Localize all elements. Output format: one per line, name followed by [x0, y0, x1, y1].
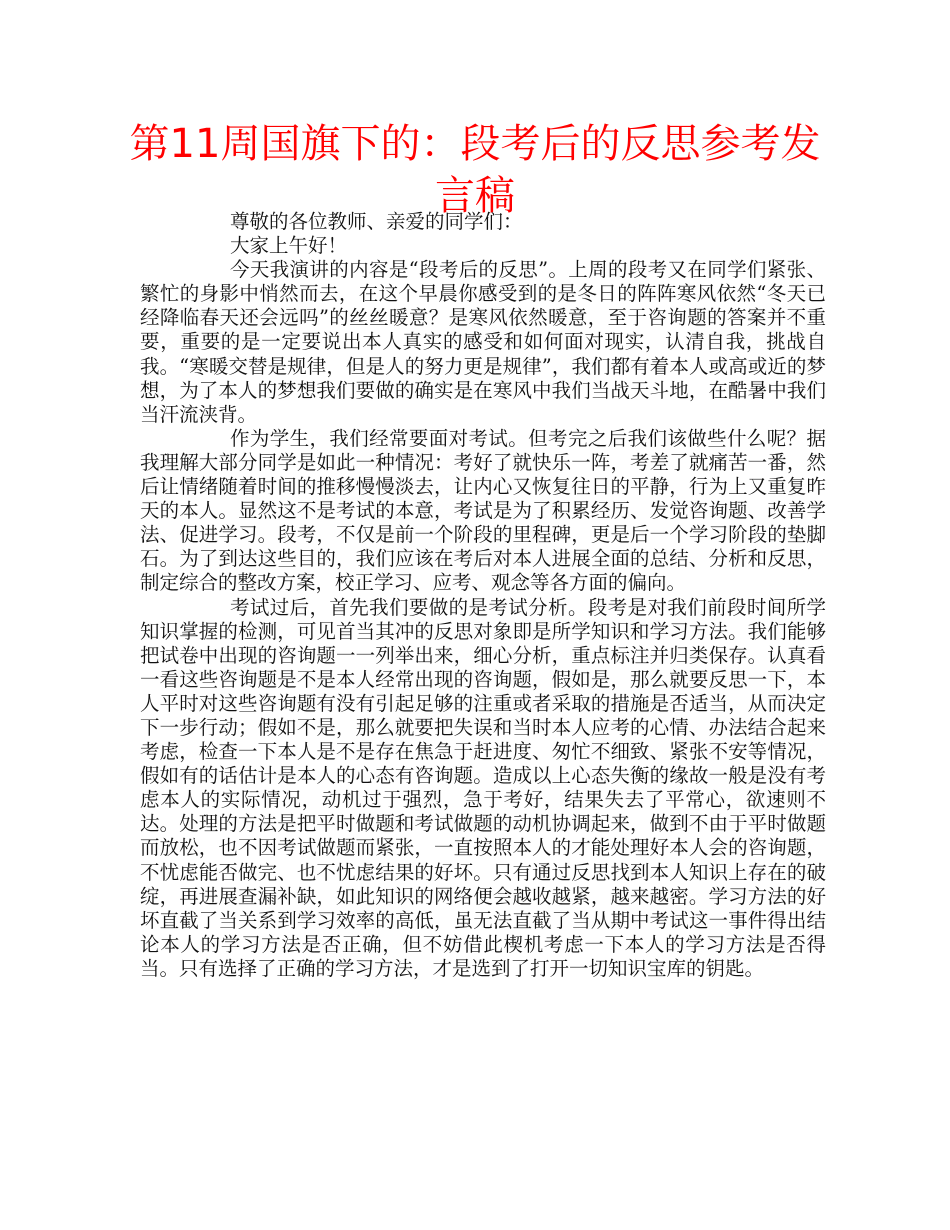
salutation: 尊敬的各位教师、亲爱的同学们：: [230, 210, 523, 233]
document-body: [140, 210, 826, 981]
greeting: 大家上午好！: [230, 234, 348, 258]
paragraph: 作为学生，我们经常要面对考试。但考完之后我们该做些什么呢？据我理解大部分同学是如此一种情况：考好了就快乐一阵，考差了就痛苦一番，然后让情绪随着时间的推移慢慢淡去，让内心又恢复往日的平静，行为上又重复昨天的本人。显然这不是考试的本意，考试是为了积累经历、发觉咨询题、改善学法、促进学习。段考，不仅是前一个阶段的里程碑，更是后一个学习阶段的垫脚石。为了到达这些目的，我们应该在考后对本人进展全面的总结、分析和反思，制定综合的整改方案，校正学习、应考、观念等各方面的偏向。: [140, 426, 826, 595]
paragraph: 今天我演讲的内容是“段考后的反思”。上周的段考又在同学们紧张、繁忙的身影中悄然而去，在这个早晨你感受到的是冬日的阵阵寒风依然“冬天已经降临春天还会远吗”的丝丝暖意？是寒风依然暖意，至于咨询题的答案并不重要，重要的是一定要说出本人真实的感受和如何面对现实，认清自我，挑战自我。“寒暖交替是规律，但是人的努力更是规律”，我们都有着本人或高或近的梦想，为了本人的梦想我们要做的确实是在寒风中我们当战天斗地，在酷暑中我们当汗流浃背。: [140, 258, 826, 426]
paragraph: 考试过后，首先我们要做的是考试分析。段考是对我们前段时间所学知识掌握的检测，可见首当其冲的反思对象即是所学知识和学习方法。我们能够把试卷中出现的咨询题一一列举出来，细心分析，重点标注并归类保存。认真看一看这些咨询题是不是本人经常出现的咨询题，假如是，那么就要反思一下，本人平时对这些咨询题有没有引起足够的注重或者采取的措施是否适当，从而决定下一步行动；假如不是，那么就要把失误和当时本人应考的心情、办法结合起来考虑，检查一下本人是不是存在焦急于赶进度、匆忙不细致、紧张不安等情况，假如有的话估计是本人的心态有咨询题。造成以上心态失衡的缘故一般是没有考虑本人的实际情况，动机过于强烈，急于考好，结果失去了平常心，欲速则不达。处理的方法是把平时做题和考试做题的动机协调起来，做到不由于平时做题而放松，也不因考试做题而紧张，一直按照本人的才能处理好本人会的咨询题，不忧虑能否做完、也不忧虑结果的好坏。只有通过反思找到本人知识上存在的破绽，再进展查漏补缺，如此知识的网络便会越收越紧，越来越密。学习方法的好坏直截了当关系到学习效率的高低，虽无法直截了当从期中考试这一事件得出结论本人的学习方法是否正确，但不妨借此楔机考虑一下本人的学习方法是否得当。只有选择了正确的学习方法，才是选到了打开一切知识宝库的钥匙。: [140, 595, 826, 980]
document-title: 第11周国旗下的：段考后的反思参考发言稿: [129, 121, 821, 219]
